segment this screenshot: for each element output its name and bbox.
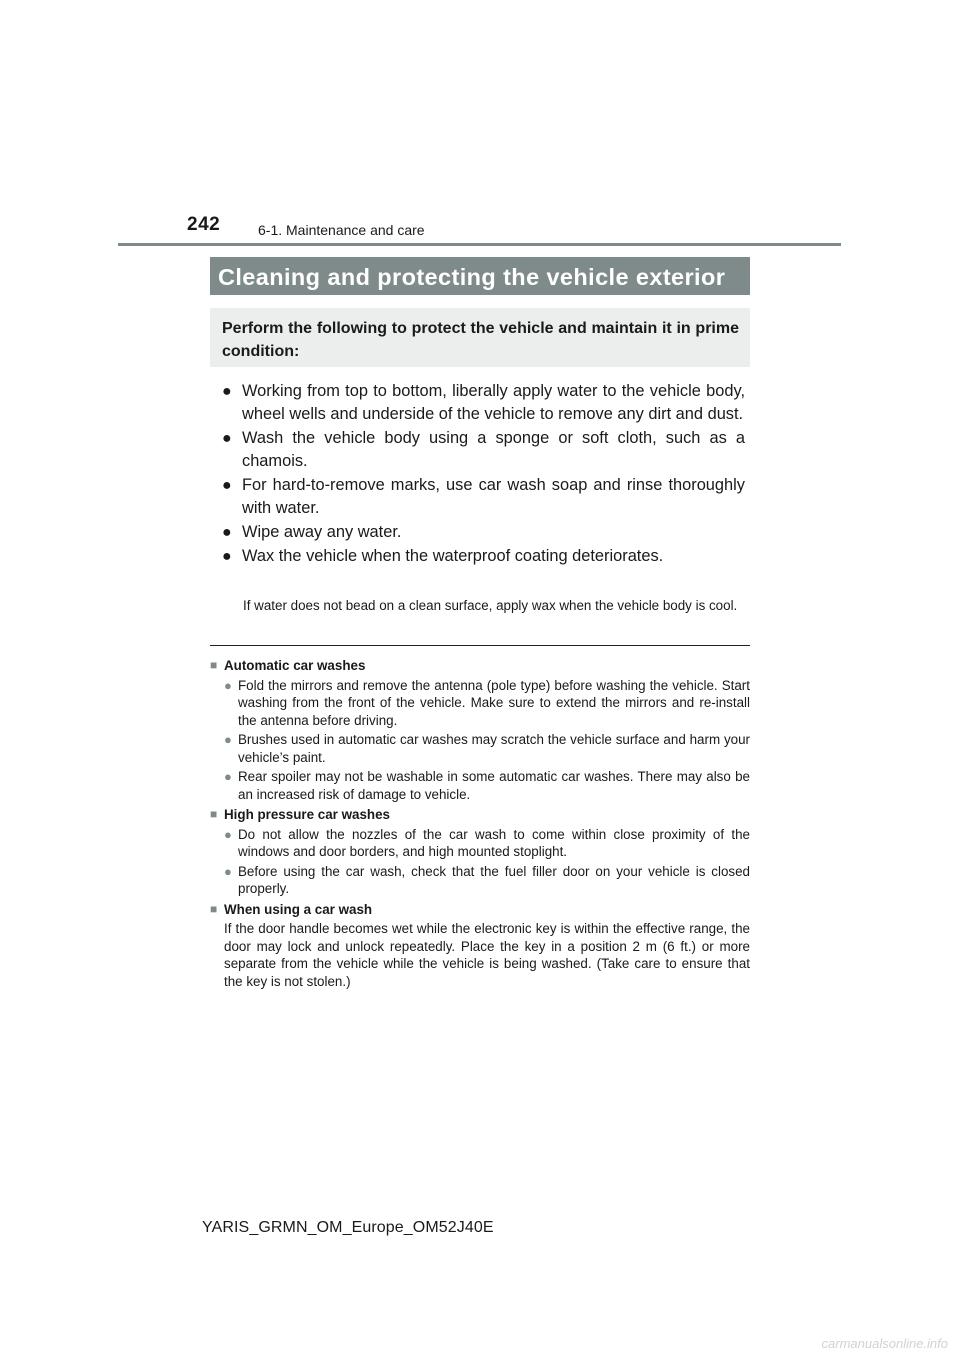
square-icon: ■: [210, 658, 218, 672]
note-item: [210, 731, 750, 766]
wax-note: If water does not bead on a clean surface, apply wax when the vehicle body is cool.: [243, 598, 738, 613]
section-divider: [210, 645, 750, 646]
header-rule: [118, 243, 841, 246]
list-item-text: Wipe away any water.: [242, 523, 402, 541]
note-text: Do not allow the nozzles of the car wash to come within close proximity of the windows and door borders, and high mounted stoplight.: [238, 826, 750, 859]
bullet-icon: ●: [222, 430, 232, 447]
note-item: [210, 826, 750, 861]
section-heading-car-wash: [210, 901, 750, 919]
note-item: [210, 768, 750, 803]
bullet-icon: ●: [224, 826, 232, 842]
section-heading-automatic: [210, 657, 750, 675]
list-item: [222, 427, 745, 473]
heading-text: When using a car wash: [224, 901, 373, 917]
square-icon: ■: [210, 807, 218, 821]
note-paragraph: If the door handle becomes wet while the electronic key is within the effective range, the door may lock and unlock repeatedly. Place the key in a position 2 m (6 ft.) or more separate from the vehicle while the vehicle is being washed. (Take care to ensure that the key is not stolen.): [224, 921, 750, 989]
title-bar: [210, 257, 750, 295]
list-item-text: Wash the vehicle body using a sponge or soft cloth, such as a chamois.: [242, 429, 745, 470]
note-item: [210, 863, 750, 898]
list-item: [222, 380, 745, 426]
heading-text: High pressure car washes: [224, 807, 390, 822]
note-text: Rear spoiler may not be washable in some automatic car washes. There may also be an increased risk of damage to vehicle.: [238, 769, 750, 802]
bullet-icon: ●: [224, 863, 232, 879]
note-item: [210, 677, 750, 730]
bullet-icon: ●: [222, 477, 232, 494]
footer-doc-id: YARIS_GRMN_OM_Europe_OM52J40E: [202, 1219, 494, 1236]
bullet-icon: ●: [224, 677, 232, 693]
note-text: Brushes used in automatic car washes may scratch the vehicle surface and harm your vehicle’s paint.: [238, 732, 750, 765]
list-item-text: Working from top to bottom, liberally apply water to the vehicle body, wheel wells and underside of the vehicle to remove any dirt and dust.: [242, 382, 745, 423]
notes-section: [210, 654, 750, 990]
section-label: 6-1. Maintenance and care: [258, 222, 425, 238]
intro-text: Perform the following to protect the vehicle and maintain it in prime condition:: [222, 320, 739, 360]
bullet-icon: ●: [222, 524, 232, 541]
list-item: [222, 474, 745, 520]
list-item-text: For hard-to-remove marks, use car wash soap and rinse thoroughly with water.: [242, 476, 745, 517]
bullet-icon: ●: [224, 732, 232, 747]
square-icon: ■: [210, 901, 218, 916]
bullet-list: [222, 380, 745, 569]
bullet-icon: ●: [222, 383, 232, 400]
watermark: carmanualsonline.info: [821, 1336, 948, 1351]
list-item: [222, 545, 745, 568]
bullet-icon: ●: [222, 548, 232, 565]
heading-text: Automatic car washes: [224, 658, 366, 673]
list-item-text: Wax the vehicle when the waterproof coating deteriorates.: [242, 547, 664, 565]
list-item: [222, 521, 745, 544]
page-title: Cleaning and protecting the vehicle exterior: [218, 264, 726, 290]
page-number: 242: [187, 214, 221, 235]
intro-box: [210, 308, 750, 367]
note-text: Before using the car wash, check that the fuel filler door on your vehicle is closed properly.: [238, 863, 750, 896]
bullet-icon: ●: [224, 769, 232, 784]
section-heading-high-pressure: [210, 806, 750, 824]
note-text: Fold the mirrors and remove the antenna (pole type) before washing the vehicle. Start washing from the front of the vehicle. Make sure to extend the mirrors and re-install the antenna before driving.: [238, 677, 750, 728]
